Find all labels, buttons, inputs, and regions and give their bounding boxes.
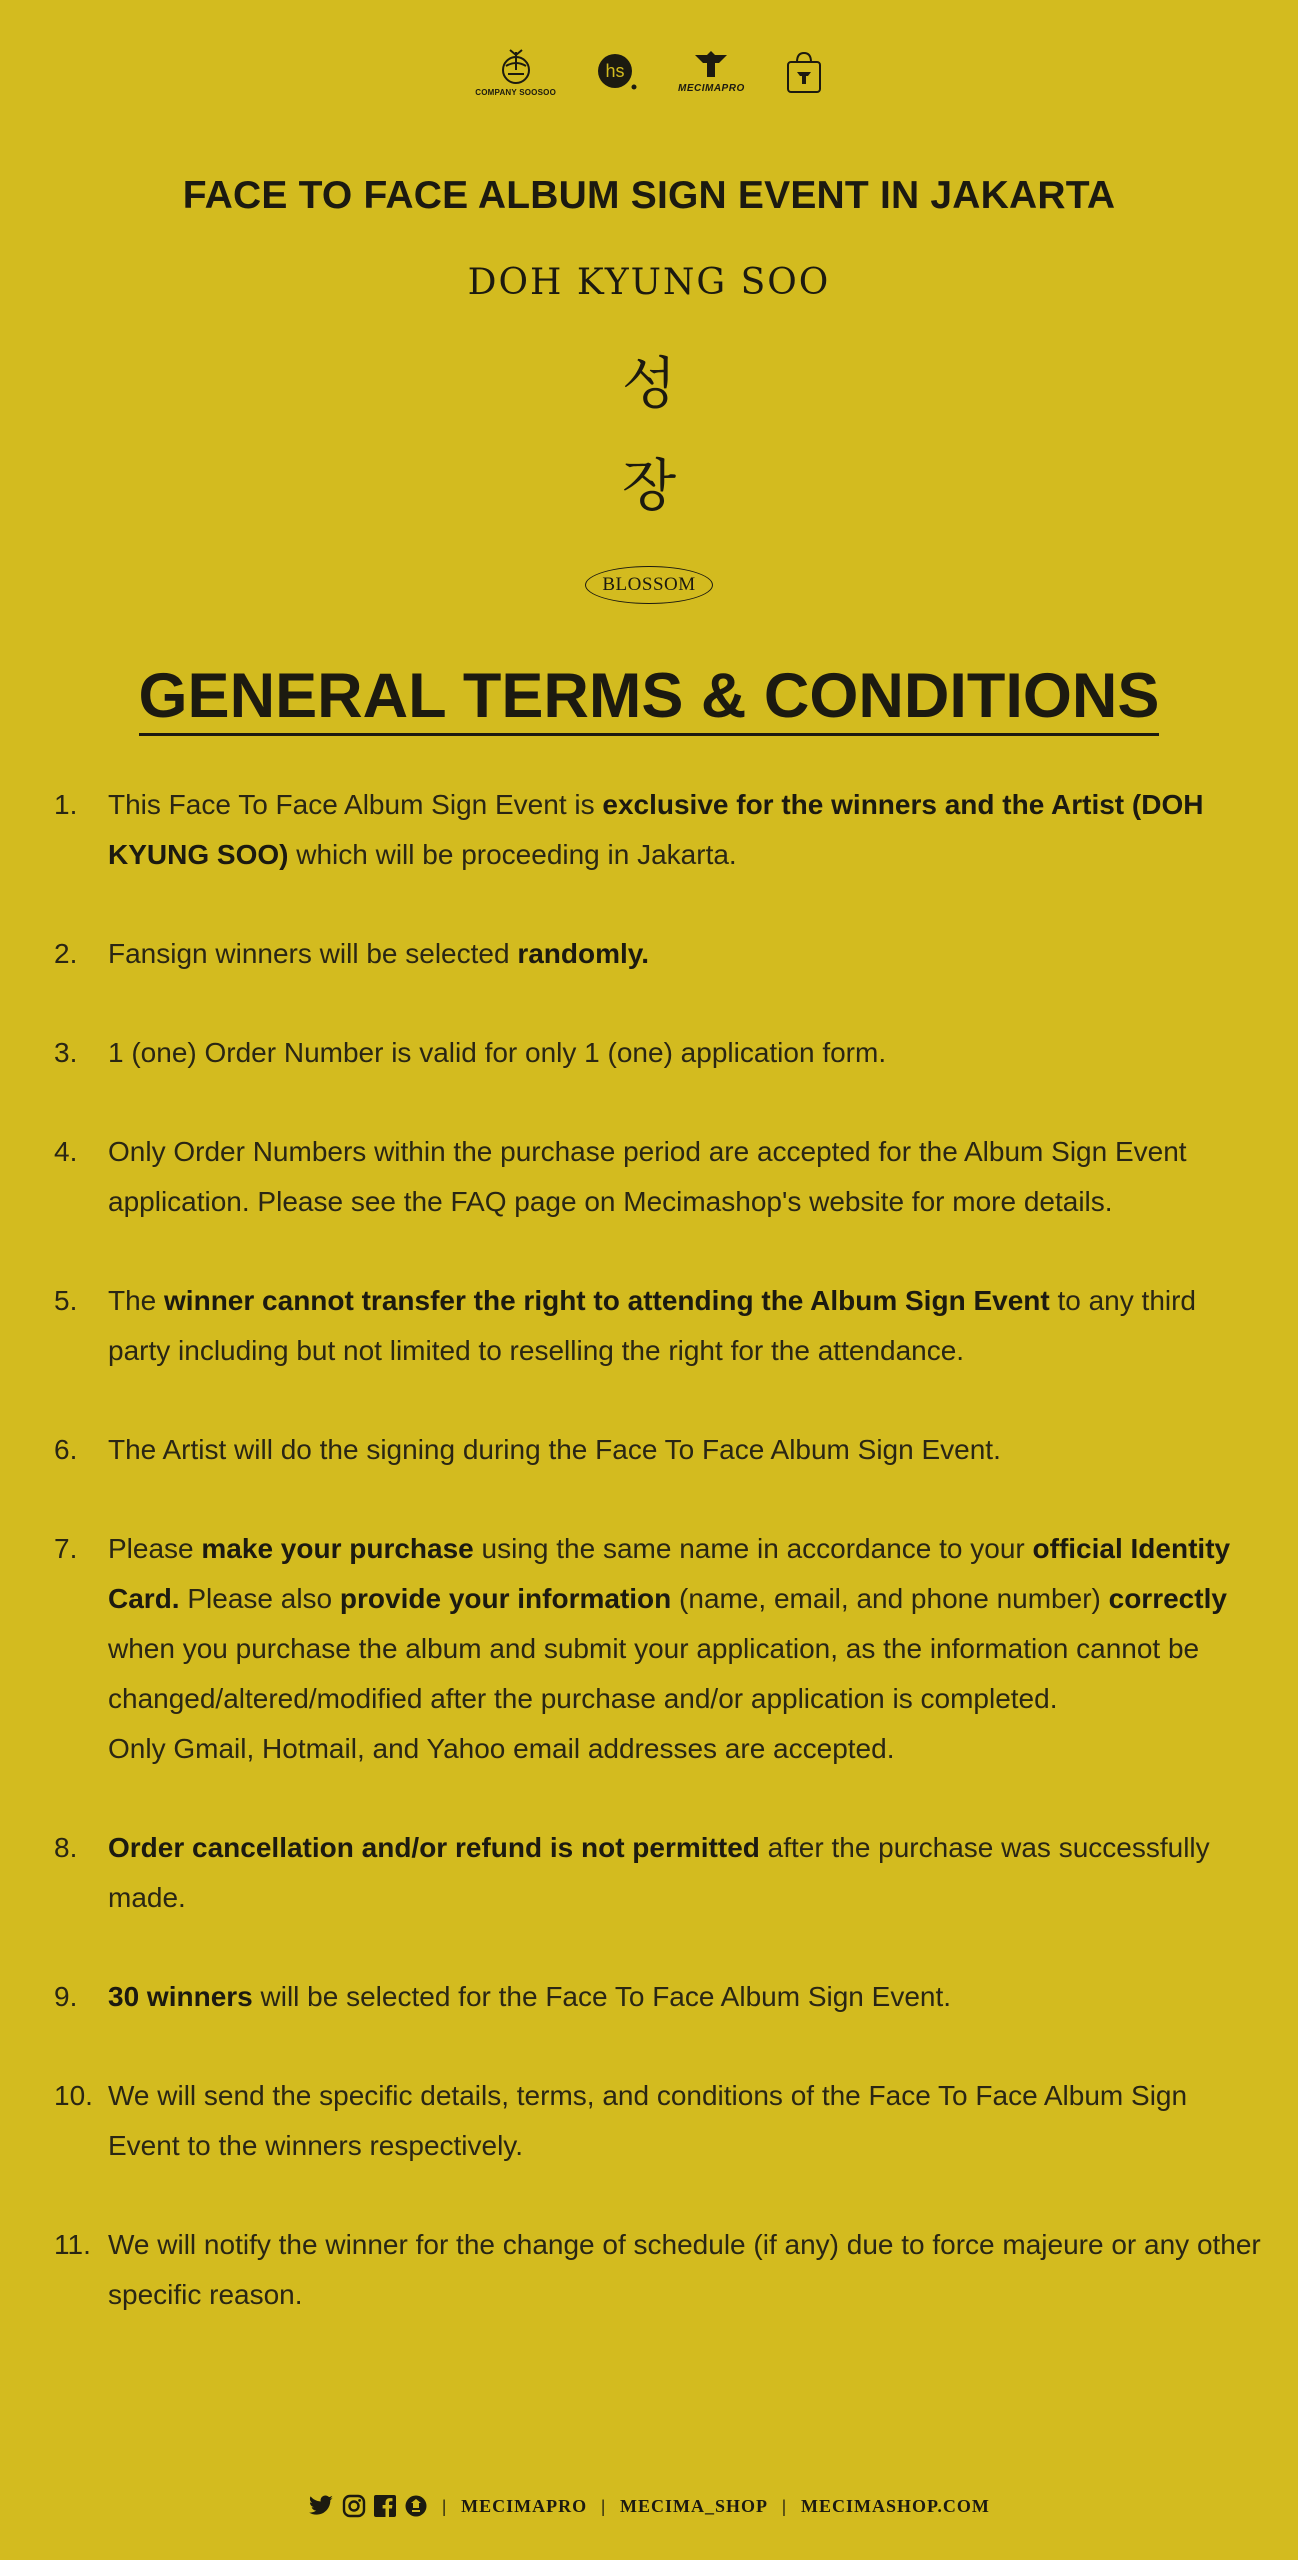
- term-number: 10.: [54, 2080, 93, 2111]
- term-number: 6.: [54, 1434, 78, 1465]
- term-emphasis: correctly: [1108, 1583, 1227, 1614]
- term-text: will be selected for the Face To Face Album Sign Event.: [252, 1981, 952, 2012]
- footer-handle-website[interactable]: MECIMASHOP.COM: [801, 2495, 990, 2516]
- term-number: 7.: [54, 1533, 78, 1564]
- event-title: FACE TO FACE ALBUM SIGN EVENT IN JAKARTA: [182, 174, 1116, 217]
- term-text: Only Gmail, Hotmail, and Yahoo email addresses are accepted.: [108, 1733, 895, 1764]
- term-item: [54, 929, 1264, 979]
- term-text: We will notify the winner for the change of schedule (if any) due to force majeure or any other specific reason.: [108, 2229, 1261, 2310]
- term-text: The Artist will do the signing during the Face To Face Album Sign Event.: [108, 1434, 1001, 1465]
- term-item: [54, 1823, 1264, 1923]
- footer-separator: |: [442, 2495, 448, 2516]
- term-text: (name, email, and phone number): [671, 1583, 1109, 1614]
- svg-text:hs: hs: [605, 60, 625, 81]
- term-text: Only Order Numbers within the purchase period are accepted for the Album Sign Event application. Please see the FAQ page on Mecimashop's website for more details.: [108, 1136, 1187, 1217]
- footer-separator: |: [601, 2495, 607, 2516]
- album-title-char-1: 성: [621, 352, 677, 417]
- term-number: 9.: [54, 1981, 78, 2012]
- hs-circle-icon: [596, 51, 638, 93]
- term-emphasis: official Identity Card.: [108, 1533, 1231, 1614]
- term-item: [54, 1972, 1264, 2022]
- term-text: after the purchase was successfully made.: [108, 1832, 1210, 1913]
- term-number: 5.: [54, 1285, 78, 1316]
- term-text: The: [108, 1285, 165, 1316]
- term-number: 11.: [54, 2229, 91, 2260]
- term-number: 8.: [54, 1832, 78, 1863]
- term-item: [54, 780, 1264, 880]
- term-text: when you purchase the album and submit your application, as the information cannot be changed/altered/modified after the purchase and/or application is completed.: [108, 1633, 1200, 1714]
- mecimapro-wordmark: MECIMAPRO: [678, 83, 745, 94]
- term-emphasis: winner cannot transfer the right to attending the Album Sign Event: [164, 1285, 1050, 1316]
- company-soosoo-caption: COMPANY SOOSOO: [475, 88, 556, 97]
- album-badge-wrap: [0, 566, 1298, 604]
- term-item: [54, 1276, 1264, 1376]
- term-text: which will be proceeding in Jakarta.: [288, 839, 737, 870]
- sponsor-logos: [0, 46, 1298, 97]
- instagram-icon[interactable]: [342, 2494, 366, 2518]
- term-emphasis: 30 winners: [108, 1981, 253, 2012]
- hs-logo: [596, 51, 638, 93]
- terms-list: [54, 780, 1264, 2369]
- term-number: 4.: [54, 1136, 78, 1167]
- twitter-icon[interactable]: [308, 2495, 334, 2517]
- term-emphasis: exclusive for the winners and the Artist (DOH KYUNG SOO): [108, 789, 1204, 870]
- term-number: 3.: [54, 1037, 78, 1068]
- term-text: to any third party including but not limited to reselling the right for the attendance.: [108, 1285, 1197, 1366]
- term-item: [54, 2071, 1264, 2171]
- company-soosoo-logo: [475, 46, 556, 97]
- term-item: [54, 1127, 1264, 1227]
- term-item: [54, 1028, 1264, 1078]
- term-emphasis: make your purchase: [201, 1533, 474, 1564]
- mecimapro-logo: [678, 49, 745, 94]
- company-soosoo-icon: [494, 46, 538, 86]
- term-text: using the same name in accordance to your: [473, 1533, 1033, 1564]
- term-item: [54, 2220, 1264, 2320]
- album-title-char-2: 장: [621, 454, 677, 519]
- term-emphasis: Order cancellation and/or refund is not permitted: [108, 1832, 760, 1863]
- term-number: 2.: [54, 938, 78, 969]
- mecimapro-emblem-icon: [693, 49, 729, 79]
- term-text: This Face To Face Album Sign Event is: [108, 789, 603, 820]
- artist-name: DOH KYUNG SOO: [467, 262, 831, 303]
- term-text: We will send the specific details, terms, and conditions of the Face To Face Album Sign Event to the winners respectively.: [108, 2080, 1188, 2161]
- shopping-bag-icon: [785, 50, 823, 94]
- term-text: 1 (one) Order Number is valid for only 1 (one) application form.: [108, 1037, 887, 1068]
- footer-separator: |: [782, 2495, 788, 2516]
- web-icon[interactable]: [404, 2494, 428, 2518]
- terms-heading-text: GENERAL TERMS & CONDITIONS: [139, 661, 1160, 736]
- term-item: [54, 1524, 1264, 1774]
- term-emphasis: provide your information: [339, 1583, 672, 1614]
- term-text: Please: [108, 1533, 202, 1564]
- footer-handle-mecima-shop[interactable]: MECIMA_SHOP: [620, 2495, 769, 2516]
- term-number: 1.: [54, 789, 78, 820]
- blossom-badge: BLOSSOM: [585, 566, 712, 604]
- facebook-icon[interactable]: [374, 2495, 396, 2517]
- footer-social: [0, 2494, 1298, 2518]
- footer-handle-mecimapro[interactable]: MECIMAPRO: [461, 2495, 588, 2516]
- terms-heading: [0, 660, 1298, 732]
- mecima-shop-logo: [785, 50, 823, 94]
- term-text: Fansign winners will be selected: [108, 938, 518, 969]
- term-item: [54, 1425, 1264, 1475]
- term-text: Please also: [179, 1583, 340, 1614]
- term-emphasis: randomly.: [517, 938, 650, 969]
